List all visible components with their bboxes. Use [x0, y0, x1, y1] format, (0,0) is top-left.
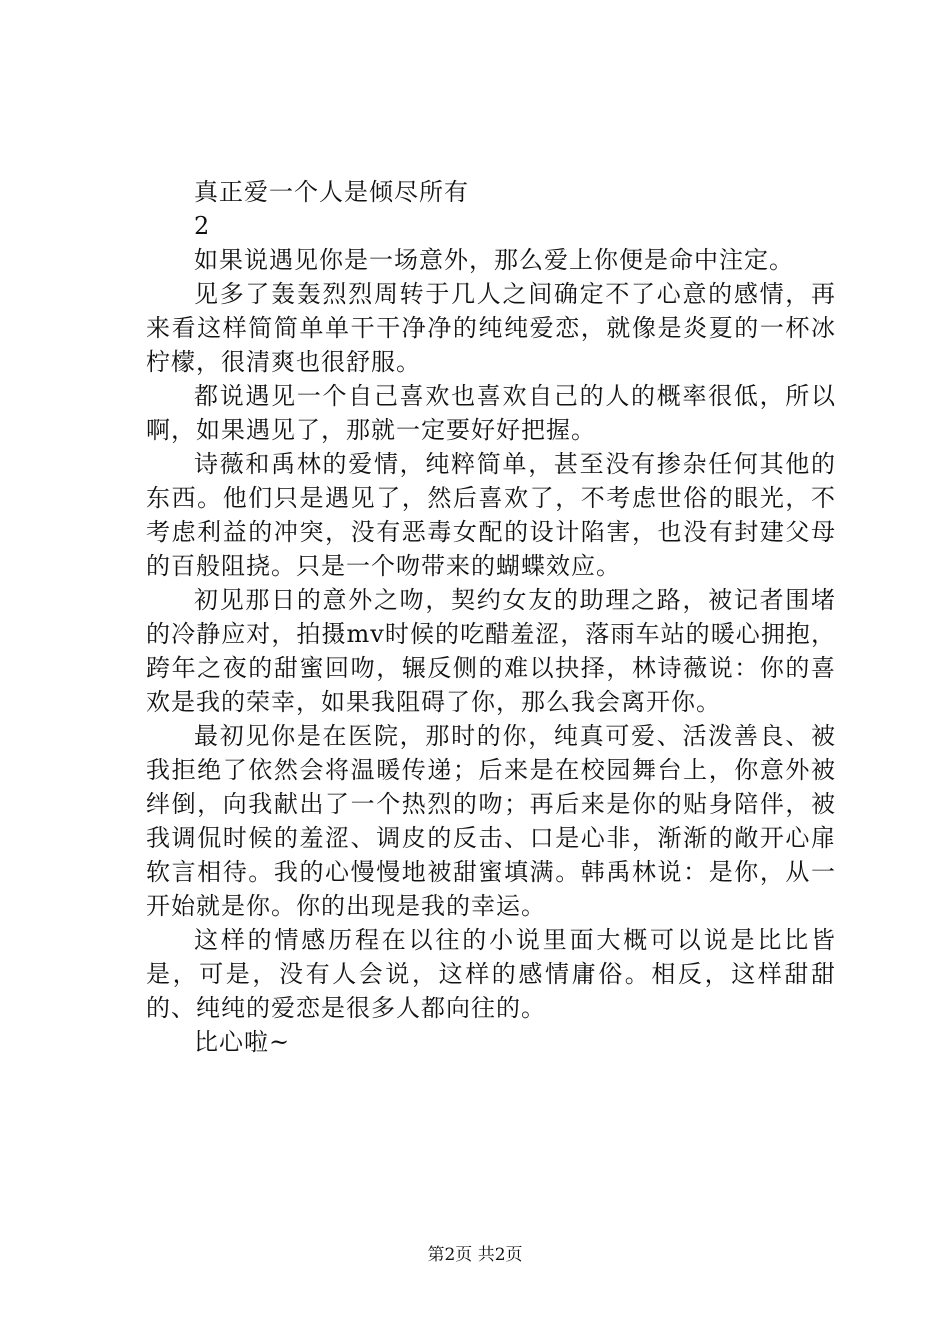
paragraph: 初见那日的意外之吻，契约女友的助理之路，被记者围堵的冷静应对，拍摄mv时候的吃醋羞涩，落雨车站的暖心拥抱，跨年之夜的甜蜜回吻，辗反侧的难以抉择，林诗薇说：你的喜欢是我的荣幸，如果我阻碍了你，那么我会离开你。	[146, 586, 836, 716]
paragraph: 见多了轰轰烈烈周转于几人之间确定不了心意的感情，再来看这样简简单单干干净净的纯纯爱恋，就像是炎夏的一杯冰柠檬，很清爽也很舒服。	[146, 280, 836, 376]
paragraph: 诗薇和禹林的爱情，纯粹简单，甚至没有掺杂任何其他的东西。他们只是遇见了，然后喜欢了，不考虑世俗的眼光，不考虑利益的冲突，没有恶毒女配的设计陷害，也没有封建父母的百般阻挠。只是一个吻带来的蝴蝶效应。	[146, 450, 836, 580]
document-body	[146, 175, 836, 1059]
paragraph: 都说遇见一个自己喜欢也喜欢自己的人的概率很低，所以啊，如果遇见了，那就一定要好好把握。	[146, 382, 836, 444]
paragraph: 这样的情感历程在以往的小说里面大概可以说是比比皆是，可是，没有人会说，这样的感情庸俗。相反，这样甜甜的、纯纯的爱恋是很多人都向往的。	[146, 926, 836, 1022]
section-number: 2	[194, 212, 211, 240]
page-footer: 第2页 共2页	[427, 1245, 523, 1265]
paragraph: 如果说遇见你是一场意外，那么爱上你便是命中注定。	[194, 246, 794, 274]
closing-line: 比心啦~	[194, 1028, 291, 1056]
document-title: 真正爱一个人是倾尽所有	[194, 178, 469, 206]
paragraph: 最初见你是在医院，那时的你，纯真可爱、活泼善良、被我拒绝了依然会将温暖传递；后来是在校园舞台上，你意外被绊倒，向我献出了一个热烈的吻；再后来是你的贴身陪伴，被我调侃时候的羞涩、调皮的反击、口是心非，渐渐的敞开心扉软言相待。我的心慢慢地被甜蜜填满。韩禹林说：是你，从一开始就是你。你的出现是我的幸运。	[146, 722, 836, 920]
